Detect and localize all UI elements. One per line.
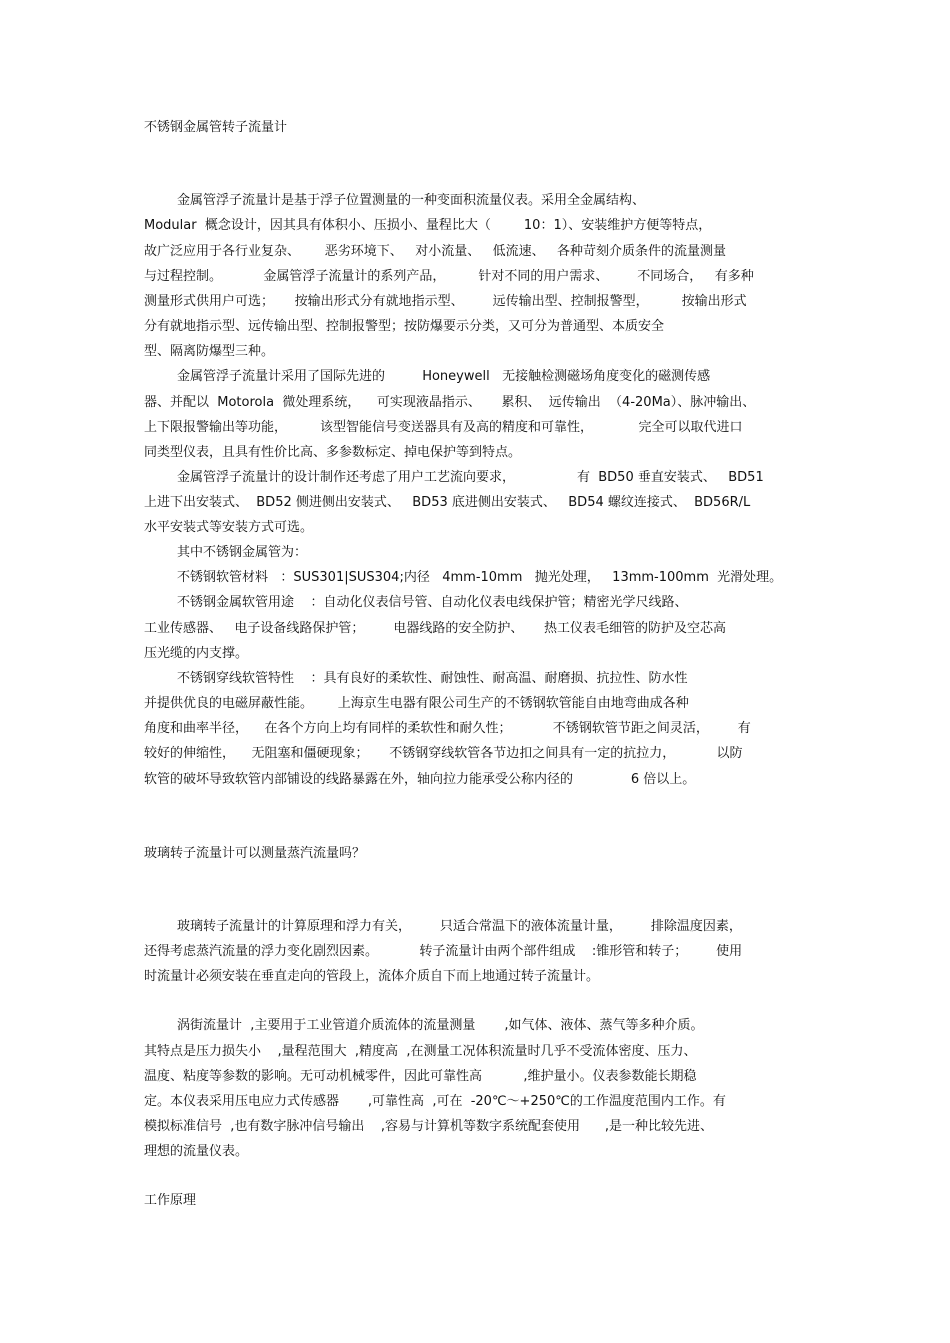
text-line: 上下限报警输出等功能， 该型智能信号变送器具有及高的精度和可靠性， 完全可以取代进口	[144, 420, 743, 435]
text-line: 水平安装式等安装方式可选。	[144, 520, 314, 535]
text-line: 工业传感器、 电子设备线路保护管； 电器线路的安全防护、 热工仪表毛细管的防护及空芯高	[144, 621, 726, 636]
text-line: 并提供优良的电磁屏蔽性能。 上海京生电器有限公司生产的不锈钢软管能自由地弯曲成各种	[144, 696, 689, 711]
text-line: 同类型仪表，且具有性价比高、多参数标定、掉电保护等到特点。	[144, 445, 522, 460]
text-line: 分有就地指示型、远传输出型、控制报警型；按防爆要示分类，又可分为普通型、本质安全	[144, 319, 665, 334]
text-line: 金属管浮子流量计采用了国际先进的 Honeywell 无接触检测磁场角度变化的磁测传感	[177, 369, 711, 384]
section-title: 工作原理	[144, 1193, 197, 1208]
text-line: 定。本仪表采用压电应力式传感器 ,可靠性高 ,可在 -20℃～+250℃的工作温度范围内工作。有	[144, 1094, 726, 1109]
text-line: 压光缆的内支撑。	[144, 646, 249, 661]
text-line: 测量形式供用户可选； 按输出形式分有就地指示型、 远传输出型、控制报警型， 按输出形式	[144, 294, 747, 309]
text-line: 模拟标准信号 ,也有数字脉冲信号输出 ,容易与计算机等数字系统配套使用 ,是一种比较先进、	[144, 1119, 713, 1134]
text-line: 金属管浮子流量计的设计制作还考虑了用户工艺流向要求， 有 BD50 垂直安装式、 BD51	[177, 470, 764, 485]
text-line: 涡街流量计 ,主要用于工业管道介质流体的流量测量 ,如气体、液体、蒸气等多种介质。	[177, 1018, 704, 1033]
text-line: 与过程控制。 金属管浮子流量计的系列产品， 针对不同的用户需求、 不同场合， 有多种	[144, 269, 754, 284]
text-line: 不锈钢金属软管用途 ：自动化仪表信号管、自动化仪表电线保护管；精密光学尺线路、	[177, 595, 688, 610]
text-line: 故广泛应用于各行业复杂、 恶劣环境下、 对小流量、 低流速、 各种苛刻介质条件的流量测量	[144, 244, 726, 259]
text-line: 型、隔离防爆型三种。	[144, 344, 275, 359]
text-line: 还得考虑蒸汽流量的浮力变化剧烈因素。 转子流量计由两个部件组成 :锥形管和转子； 使用	[144, 944, 743, 959]
text-line: 时流量计必须安装在垂直走向的管段上，流体介质自下而上地通过转子流量计。	[144, 969, 600, 984]
text-line: 玻璃转子流量计的计算原理和浮力有关， 只适合常温下的液体流量计量， 排除温度因素，	[177, 919, 742, 934]
text-line: 上进下出安装式、 BD52 侧进侧出安装式、 BD53 底进侧出安装式、 BD54 螺纹连接式、 BD56R/L	[144, 495, 751, 510]
text-line: 金属管浮子流量计是基于浮子位置测量的一种变面积流量仪表。采用全金属结构、	[177, 193, 646, 208]
section-title: 不锈钢金属管转子流量计	[144, 120, 288, 135]
text-line: 不锈钢穿线软管特性 ：具有良好的柔软性、耐蚀性、耐高温、耐磨损、抗拉性、防水性	[177, 671, 688, 686]
text-line: Modular 概念设计，因其具有体积小、压损小、量程比大（ 10：1）、安装维护方便等特点，	[144, 218, 712, 233]
text-line: 角度和曲率半径， 在各个方向上均有同样的柔软性和耐久性； 不锈钢软管节距之间灵活， 有	[144, 721, 751, 736]
text-line: 器、并配以 Motorola 微处理系统， 可实现液晶指示、 累积、 远传输出 （4-20Ma）、脉冲输出、	[144, 395, 756, 410]
text-line: 其特点是压力损失小 ,量程范围大 ,精度高 ,在测量工况体积流量时几乎不受流体密度、压力、	[144, 1044, 697, 1059]
text-line: 温度、粘度等参数的影响。无可动机械零件，因此可靠性高 ,维护量小。仪表参数能长期稳	[144, 1069, 697, 1084]
text-line: 较好的伸缩性， 无阻塞和僵硬现象； 不锈钢穿线软管各节边扣之间具有一定的抗拉力， 以防	[144, 746, 743, 761]
text-line: 软管的破坏导致软管内部铺设的线路暴露在外，轴向拉力能承受公称内径的 6 倍以上。	[144, 772, 696, 787]
text-line: 理想的流量仪表。	[144, 1144, 249, 1159]
section-title: 玻璃转子流量计可以测量蒸汽流量吗？	[144, 846, 366, 861]
text-line: 不锈钢软管材料 ：SUS301|SUS304;内径 4mm-10mm 抛光处理， 13mm-100mm 光滑处理。	[177, 570, 783, 585]
text-line: 其中不锈钢金属管为：	[177, 545, 308, 560]
